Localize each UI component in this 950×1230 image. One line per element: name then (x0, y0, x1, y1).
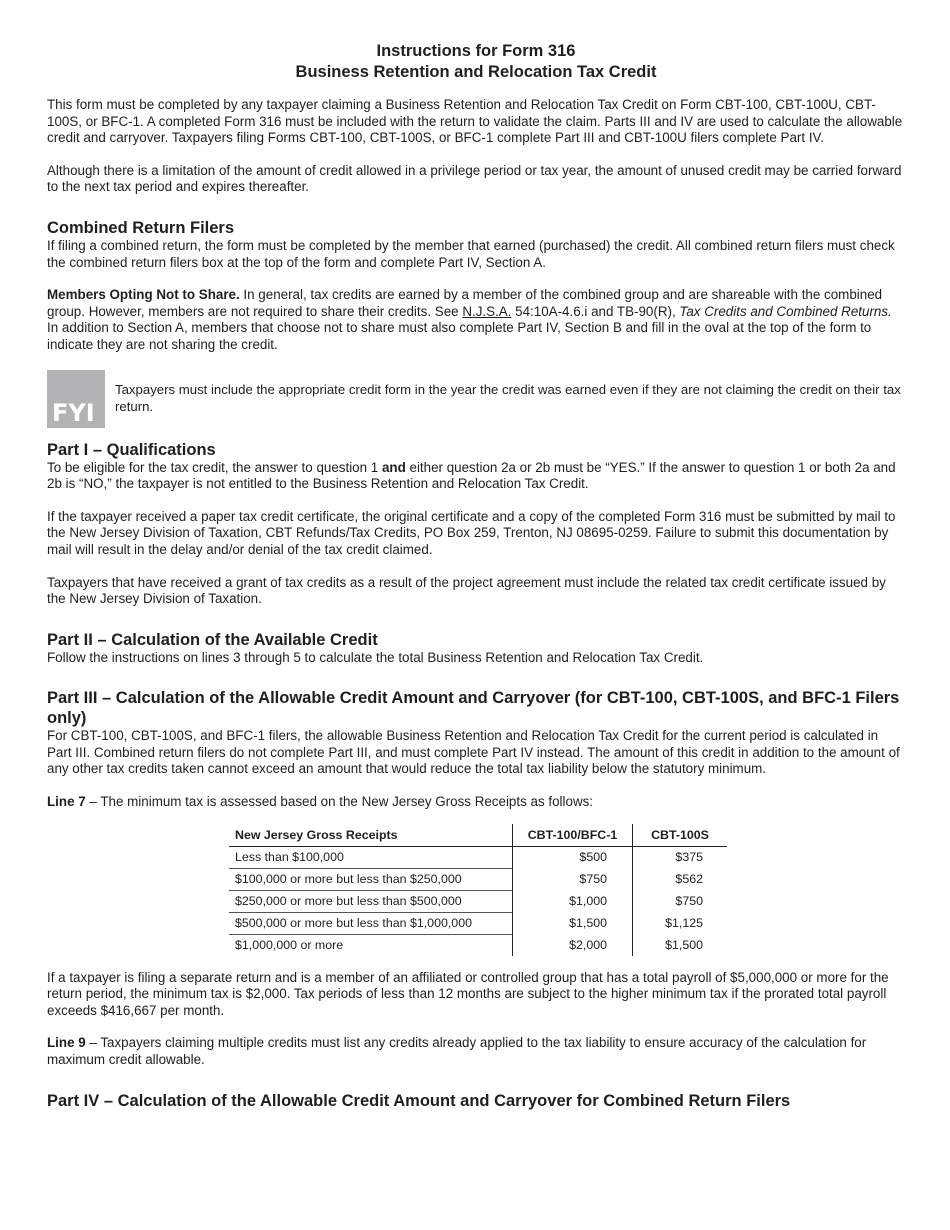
intro-paragraph-1: This form must be completed by any taxpayer claiming a Business Retention and Relocation Tax Credit on Form CBT-100, CBT-100U, CBT-100S, or BFC-1. A completed Form 316 must be included with the return to validate the claim. Parts III and IV are used to calculate the allowable credit and carryover. Taxpayers filing Forms CBT-100, CBT-100S, or BFC-1 complete Part III and CBT-100U filers complete Part IV. (47, 97, 903, 146)
header-cbt100-bfc1: CBT-100/BFC-1 (513, 824, 633, 847)
part3-paragraph-1: For CBT-100, CBT-100S, and BFC-1 filers, the allowable Business Retention and Relocation Tax Credit for the current period is calculated in Part III. Combined return filers do not complete Part III, and must complete Part IV instead. The amount of this credit in addition to the amount of any other tax credits taken cannot exceed an amount that would reduce the total tax liability below the statutory minimum. (47, 728, 900, 777)
table-row: $500,000 or more but less than $1,000,000 $1,500 $1,125 (229, 912, 727, 934)
document-title-line1: Instructions for Form 316 (376, 42, 576, 60)
members-opting-paragraph: Members Opting Not to Share. In general, tax credits are earned by a member of the combined group and are shareable with the combined group. However, members are not required to share their credits. See N.J.S.A. 54:10A-4.6.i and TB-90(R), Tax Credits and Combined Returns. In addition to Section A, members that choose not to share must also complete Part IV, Section B and fill in the oval at the top of the form to indicate they are not sharing the credit. (47, 287, 892, 352)
tb-90-title: Tax Credits and Combined Returns. (679, 303, 892, 319)
table-header-row (229, 824, 727, 847)
part3-paragraph-2: If a taxpayer is filing a separate return and is a member of an affiliated or controlled group that has a total payroll of $5,000,000 or more for the return period, the minimum tax is $2,000. Tax periods of less than 12 months are subject to the higher minimum tax if the prorated total payroll exceeds $416,667 per month. (47, 969, 889, 1018)
njsa-link[interactable]: N.J.S.A. (462, 303, 512, 319)
fyi-icon: FYI (47, 370, 105, 428)
document-page (47, 41, 905, 1111)
line7-paragraph: Line 7 – The minimum tax is assessed based on the New Jersey Gross Receipts as follows: (47, 794, 594, 810)
part2-paragraph: Follow the instructions on lines 3 through 5 to calculate the total Business Retention and Relocation Tax Credit. (47, 649, 704, 665)
header-gross-receipts: New Jersey Gross Receipts (229, 824, 513, 847)
table-row: Less than $100,000 $500 $375 (229, 846, 727, 868)
minimum-tax-table (229, 824, 727, 956)
table-row: $1,000,000 or more $2,000 $1,500 (229, 934, 727, 956)
part1-paragraph-2: If the taxpayer received a paper tax credit certificate, the original certificate and a copy of the completed Form 316 must be submitted by mail to the New Jersey Division of Taxation, CBT Refunds/Tax Credits, PO Box 259, Trenton, NJ 08695-0259. Failure to submit this documentation by mail will result in the delay and/or denial of the tax credit claimed. (47, 508, 896, 557)
fyi-callout (47, 370, 905, 428)
table-row: $100,000 or more but less than $250,000 $750 $562 (229, 868, 727, 890)
members-opting-bold: Members Opting Not to Share. (47, 287, 240, 303)
part3-heading: Part III – Calculation of the Allowable Credit Amount and Carryover (for CBT-100, CBT-100S, and BFC-1 Filers only) (47, 689, 900, 728)
header-cbt100s: CBT-100S (633, 824, 728, 847)
part4-heading: Part IV – Calculation of the Allowable Credit Amount and Carryover for Combined Return Filers (47, 1091, 791, 1110)
table-row: $250,000 or more but less than $500,000 $1,000 $750 (229, 890, 727, 912)
combined-return-heading: Combined Return Filers (47, 218, 235, 237)
line9-paragraph: Line 9 – Taxpayers claiming multiple credits must list any credits already applied to the tax liability to ensure accuracy of the calculation for maximum credit allowable. (47, 1035, 867, 1068)
combined-return-paragraph: If filing a combined return, the form must be completed by the member that earned (purchased) the credit. All combined return filers must check the combined return filers box at the top of the form and complete Part IV, Section A. (47, 237, 895, 270)
part1-paragraph-1: To be eligible for the tax credit, the answer to question 1 and either question 2a or 2b must be “YES.” If the answer to question 1 or both 2a and 2b is “NO,” the taxpayer is not entitled to the Business Retention and Relocation Tax Credit. (47, 459, 896, 492)
fyi-text: Taxpayers must include the appropriate credit form in the year the credit was earned even if they are not claiming the credit on their tax return. (115, 381, 901, 414)
document-title-line2: Business Retention and Relocation Tax Credit (295, 63, 657, 81)
part2-heading: Part II – Calculation of the Available Credit (47, 630, 378, 649)
part1-paragraph-3: Taxpayers that have received a grant of tax credits as a result of the project agreement must include the related tax credit certificate issued by the New Jersey Division of Taxation. (47, 574, 886, 607)
intro-paragraph-2: Although there is a limitation of the amount of credit allowed in a privilege period or tax year, the amount of unused credit may be carried forward to the next tax period and expires thereafter. (47, 162, 902, 195)
part1-heading: Part I – Qualifications (47, 440, 216, 459)
